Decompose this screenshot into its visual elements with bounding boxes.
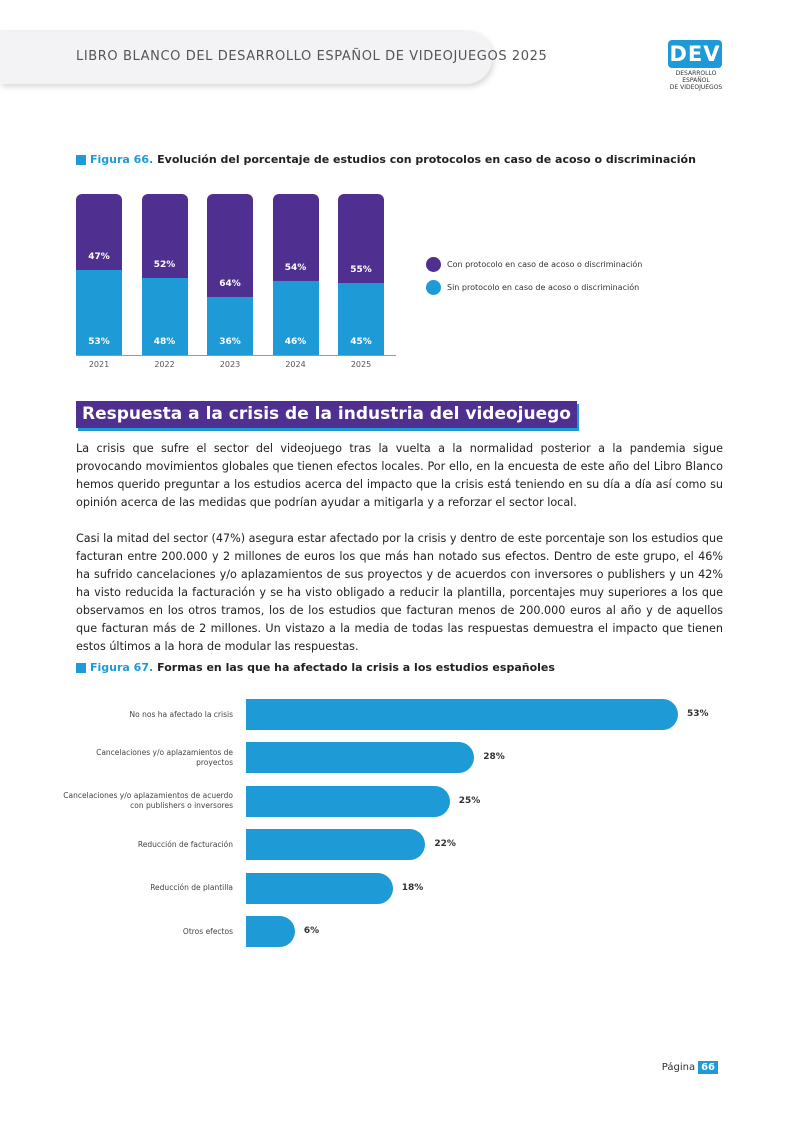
section-heading: Respuesta a la crisis de la industria del videojuego bbox=[76, 401, 577, 428]
x-tick-label: 2022 bbox=[154, 360, 175, 369]
data-label-con-protocolo: 47% bbox=[88, 251, 110, 262]
bar bbox=[246, 873, 393, 904]
x-tick-label: 2024 bbox=[285, 360, 306, 369]
page-label: Página bbox=[661, 1062, 696, 1073]
stacked-column-2024 bbox=[273, 194, 319, 355]
y-category-label: Otros efectos bbox=[182, 926, 233, 936]
legend-item-con-protocolo bbox=[426, 256, 642, 272]
paragraph-2: Casi la mitad del sector (47%) asegura estar afectado por la crisis y dentro de este porcentaje son los estudios que facturan entre 200.000 y 2 millones de euros los que más han notado sus efectos. Dentro de este grupo, el 46% ha sufrido cancelaciones y/o aplazamientos de sus proyectos y de acuerdos con inversores o publishers y un 42% ha visto reducida la facturación y se ha visto obligado a reducir la plantilla, porcentajes muy superiores a los que observamos en los otros tramos, los de los estudios que facturan menos de 200.000 euros al año y de aquellos que facturan más de 2 millones. Un vistazo a la media de todas las respuestas demuestra el impacto que tienen estos últimos a la hora de modular las respuestas. bbox=[76, 532, 723, 653]
legend-label: Sin protocolo en caso de acoso o discriminación bbox=[447, 282, 640, 292]
bar bbox=[246, 699, 678, 730]
y-category-label: Cancelaciones y/o aplazamientos de proyectos bbox=[96, 747, 233, 767]
document-title: LIBRO BLANCO DEL DESARROLLO ESPAÑOL DE VIDEOJUEGOS 2025 bbox=[76, 49, 548, 64]
figure-title: Formas en las que ha afectado la crisis a los estudios españoles bbox=[157, 661, 555, 674]
logo-subtitle bbox=[668, 70, 724, 91]
data-label-sin-protocolo: 45% bbox=[350, 337, 372, 347]
y-category-label: No nos ha afectado la crisis bbox=[129, 709, 233, 719]
stacked-column-2022 bbox=[142, 194, 188, 355]
data-label-con-protocolo: 64% bbox=[219, 279, 241, 290]
data-label-sin-protocolo: 36% bbox=[219, 337, 241, 347]
page-footer bbox=[662, 1061, 718, 1074]
data-label-con-protocolo: 54% bbox=[284, 262, 307, 273]
stacked-column-2023 bbox=[207, 194, 253, 355]
bar bbox=[246, 916, 295, 947]
chart-baseline bbox=[76, 355, 396, 356]
data-label-con-protocolo: 55% bbox=[350, 264, 372, 275]
figure-title: Evolución del porcentaje de estudios con protocolos en caso de acoso o discriminación bbox=[157, 153, 696, 166]
figure-66-caption bbox=[76, 153, 696, 166]
y-category-label: Reducción de facturación bbox=[137, 839, 233, 849]
x-tick-label: 2021 bbox=[88, 360, 110, 369]
data-label: 25% bbox=[458, 795, 481, 806]
stacked-column-2021 bbox=[76, 194, 122, 355]
stacked-column-2025 bbox=[338, 194, 384, 355]
data-label: 28% bbox=[483, 752, 505, 763]
legend-swatch-purple bbox=[426, 257, 441, 272]
protocol-stacked-bar-chart bbox=[76, 190, 406, 370]
bar bbox=[246, 786, 450, 817]
x-tick-label: 2025 bbox=[350, 360, 372, 369]
data-label-sin-protocolo: 53% bbox=[88, 337, 110, 347]
page-number: 66 bbox=[698, 1061, 718, 1074]
dev-logo bbox=[668, 40, 724, 91]
data-label: 22% bbox=[434, 839, 456, 850]
legend-swatch-blue bbox=[426, 280, 441, 295]
paragraph-1: La crisis que sufre el sector del videojuego tras la vuelta a la normalidad posterior a la pandemia sigue provocando movimientos globales que tienen efectos locales. Por ello, en la encuesta de este año del Libro Blanco hemos querido preguntar a los estudios acerca del impacto que la crisis está teniendo en su día a día así como su opinión acerca de las medidas que podrían ayudar a mitigarla y a reforzar el sector local. bbox=[76, 442, 723, 509]
bar bbox=[246, 742, 474, 773]
logo-mark: DEV bbox=[669, 42, 721, 66]
data-label: 6% bbox=[303, 926, 320, 936]
y-category-label: Cancelaciones y/o aplazamientos de acuerdo con publishers o inversores bbox=[63, 791, 233, 811]
data-label: 18% bbox=[401, 882, 424, 893]
data-label: 53% bbox=[687, 709, 709, 719]
chart-legend bbox=[426, 256, 642, 302]
figure-67-caption bbox=[76, 661, 555, 674]
data-label-con-protocolo: 52% bbox=[153, 259, 176, 270]
y-category-label: Reducción de plantilla bbox=[150, 883, 233, 893]
logo-subtitle-line-1: DESARROLLO ESPAÑOL bbox=[675, 70, 717, 84]
figure-number: Figura 67. bbox=[90, 661, 154, 674]
legend-label: Con protocolo en caso de acoso o discriminación bbox=[447, 259, 643, 269]
x-tick-label: 2023 bbox=[219, 360, 241, 369]
caption-square-icon bbox=[76, 155, 86, 165]
bar bbox=[246, 829, 425, 860]
data-label-sin-protocolo: 48% bbox=[153, 337, 176, 347]
legend-item-sin-protocolo bbox=[426, 279, 642, 295]
caption-square-icon bbox=[76, 663, 86, 673]
data-label-sin-protocolo: 46% bbox=[284, 337, 307, 347]
figure-number: Figura 66. bbox=[90, 153, 154, 166]
logo-subtitle-line-2: DE VIDEOJUEGOS bbox=[669, 84, 723, 91]
